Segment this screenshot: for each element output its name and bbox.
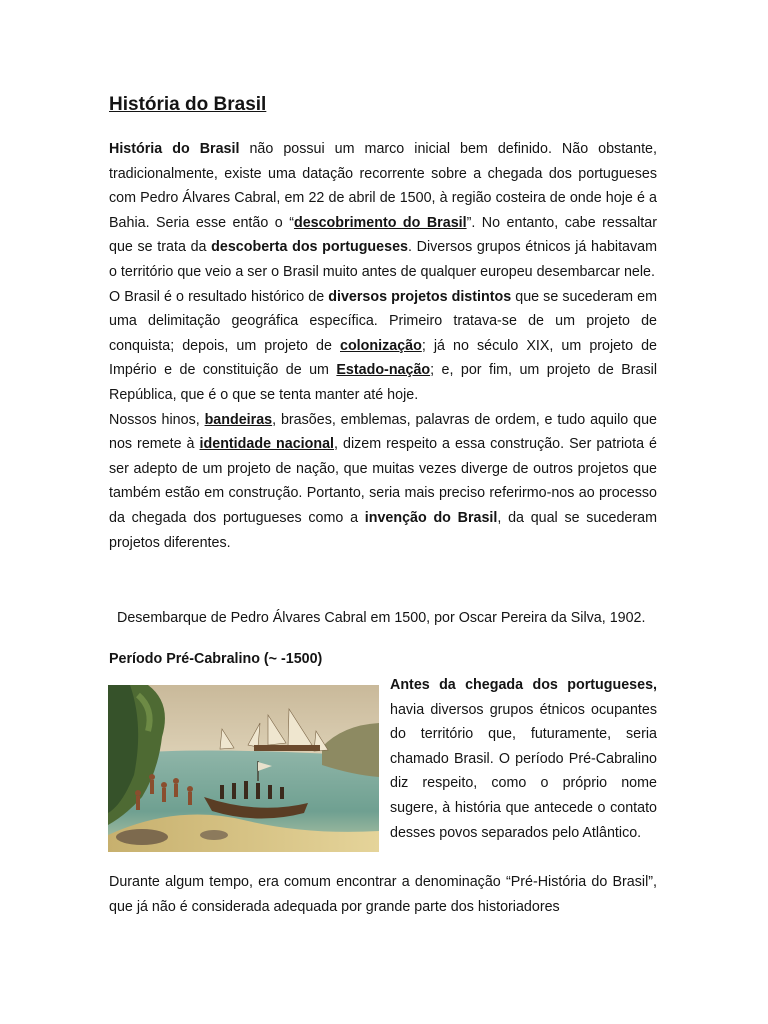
para2-text-d: ; e, por fim, um projeto de Brasil República, que é o que se tenta manter até hoje. — [109, 362, 657, 403]
side-paragraph — [390, 673, 657, 845]
link-estado-nacao[interactable]: Estado-nação — [336, 362, 431, 379]
section-heading: Período Pré-Cabralino (~ -1500) — [109, 651, 323, 667]
link-identidade-nacional[interactable]: identidade nacional — [199, 436, 335, 453]
para3-text-d: , da qual se sucederam projetos diferentes. — [109, 509, 657, 551]
para2-text-b: que se sucederam em uma delimitação geográfica específica. Primeiro tratava-se de um projeto de conquista; depois, um projeto de — [109, 288, 658, 354]
bold-invencao: invenção do Brasil — [364, 509, 498, 526]
bottom-paragraph — [109, 870, 657, 919]
side-bold-lead: Antes da chegada dos portugueses, — [390, 677, 657, 693]
para1-text-a: não possui um marco inicial bem definido. Não obstante, tradicionalmente, existe uma datação recorrente sobre a chegada dos portugueses com Pedro Álvares Cabral, em 22 de abril de 1500, à região costeira de onde hoje é a Bahia. Seria esse então o “ — [109, 141, 657, 231]
para2-text-a: O Brasil é o resultado histórico de — [109, 288, 329, 305]
figure-caption — [109, 606, 657, 631]
caption-text: Desembarque de Pedro Álvares Cabral em 1500, por Oscar Pereira da Silva, 1902. — [117, 610, 646, 626]
link-colonizacao[interactable]: colonização — [340, 337, 422, 354]
paragraph-2 — [109, 285, 657, 408]
painting-image — [108, 685, 379, 852]
paragraph-3 — [109, 408, 657, 556]
para2-text-c: ; já no século XIX, um projeto de Império e de constituição de um — [109, 337, 657, 379]
para1-text-b: ”. No entanto, cabe ressaltar que se trata da — [109, 214, 657, 256]
bold-subject: História do Brasil — [109, 141, 240, 157]
para1-text-c: . Diversos grupos étnicos já habitavam o território que veio a ser o Brasil muito antes de qualquer europeu desembarcar nele. — [109, 239, 658, 280]
para3-text-b: , brasões, emblemas, palavras de ordem, e tudo aquilo que nos remete à — [109, 411, 657, 453]
link-bandeiras[interactable]: bandeiras — [204, 411, 273, 428]
intro-body — [109, 137, 657, 555]
para3-text-a: Nossos hinos, — [109, 411, 205, 428]
bold-projetos: diversos projetos distintos — [328, 288, 512, 305]
bold-descoberta: descoberta dos portugueses — [211, 239, 408, 256]
paragraph-1 — [109, 137, 657, 285]
side-text-body: havia diversos grupos étnicos ocupantes do território que, futuramente, seria chamado Brasil. O período Pré-Cabralino diz respeito, como o próprio nome sugere, à história que antecede o contato desses povos separados pelo Atlântico. — [390, 701, 657, 841]
page-title: História do Brasil — [109, 94, 267, 115]
bottom-text-a: Durante algum tempo, era comum encontrar a denominação “Pré-História do Brasil”, que já não é considerada adequada por grande parte dos historiadores — [109, 874, 657, 915]
para3-text-c: , dizem respeito a essa construção. Ser patriota é ser adepto de um projeto de nação, que muitas vezes diverge de outros projetos que também estão em construção. Portanto, seria mais preciso referirmo-nos ao processo da chegada dos portugueses como a — [109, 436, 657, 526]
link-descobrimento-do-brasil[interactable]: descobrimento do Brasil — [293, 214, 467, 231]
